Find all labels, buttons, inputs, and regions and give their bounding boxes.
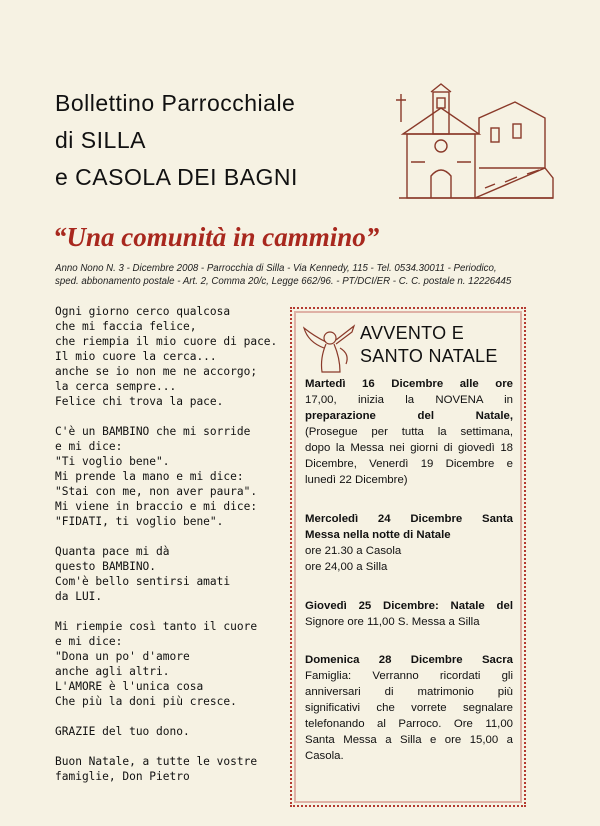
poem-line: Mi viene in braccio e mi dice: [55,500,258,513]
event-line: Famiglia: Verranno ricordati gli [305,670,513,682]
poem-line: "Ti voglio bene". [55,455,170,468]
event-line: significativi che vorrete segnalare [305,702,513,714]
event-line: Messa nella notte di Natale [305,529,451,541]
poem-line: C'è un BAMBINO che mi sorride [55,425,251,438]
poem-line: Buon Natale, a tutte le vostre [55,755,258,768]
poem-line: la cerca sempre... [55,380,177,393]
poem-line: "Stai con me, non aver paura". [55,485,258,498]
event-line: dopo la Messa nei giorni di giovedì 18 [305,442,513,454]
event-line: 17,00, inizia la NOVENA in [305,394,513,406]
poem-line: che mi faccia felice, [55,320,197,333]
event-line: ore 24,00 a Silla [305,561,388,573]
poem-line: Il mio cuore la cerca... [55,350,217,363]
event-line: ore 21.30 a Casola [305,545,402,557]
publication-info-line-1: Anno Nono N. 3 - Dicembre 2008 - Parrocchia di Silla - Via Kennedy, 115 - Tel. 0534.30011 - Periodico, [55,263,497,274]
poem-line: Com'è bello sentirsi amati [55,575,231,588]
poem-line: Felice chi trova la pace. [55,395,224,408]
poem-line: Mi riempie così tanto il cuore [55,620,258,633]
event-line: Mercoledì 24 Dicembre Santa [305,513,513,525]
poem-line: questo BAMBINO. [55,560,157,573]
event-line: Casola. [305,750,344,762]
bulletin-title-line-2: di SILLA [55,127,146,153]
event-line: Martedì 16 Dicembre alle ore [305,378,513,390]
poem-signature: famiglie, Don Pietro [55,770,190,783]
event-line: anniversari di matrimonio più [305,686,513,698]
poem-line: "FIDATI, ti voglio bene". [55,515,224,528]
poem-line: Quanta pace mi dà [55,545,170,558]
poem-line: "Dona un po' d'amore [55,650,190,663]
poem-line: Ogni giorno cerco qualcosa [55,305,231,318]
event-line: lunedì 22 Dicembre) [305,474,408,486]
bulletin-title-line-3: e CASOLA DEI BAGNI [55,164,298,190]
poem-line: L'AMORE è l'unica cosa [55,680,204,693]
event-line: Giovedì 25 Dicembre: Natale del [305,600,513,612]
box-title-line-1: AVVENTO E [360,323,465,343]
poem-line: che riempia il mio cuore di pace. [55,335,278,348]
event-holy-family [305,652,513,764]
poem-line: anche agli altri. [55,665,170,678]
poem-line: Mi prende la mano e mi dice: [55,470,244,483]
poem-line: e mi dice: [55,440,123,453]
poem-line: GRAZIE del tuo dono. [55,725,190,738]
publication-info-line-2: sped. abbonamento postale - Art. 2, Comma 20/c, Legge 662/96. - PT/DCI/ER - C. C. postale n. 12226445 [55,276,512,287]
poem-line: da LUI. [55,590,103,603]
event-christmas-day [305,598,513,630]
event-line: telefonando al Parroco. Ore 11,00 [305,718,513,730]
poem-line: e mi dice: [55,635,123,648]
church-illustration [395,78,555,210]
christmas-poem [55,304,285,784]
bulletin-title-line-1: Bollettino Parrocchiale [55,90,296,116]
motto: “Una comunità in cammino” [53,222,380,252]
event-line: (Prosegue per tutta la settimana, [305,426,513,438]
event-line: Domenica 28 Dicembre Sacra [305,654,513,666]
poem-line: anche se io non me ne accorgo; [55,365,258,378]
box-title-line-2: SANTO NATALE [360,346,498,366]
event-line: preparazione del Natale, [305,410,513,422]
poem-line: Che più la doni più cresce. [55,695,237,708]
event-novena [305,376,513,488]
event-line: Signore ore 11,00 S. Messa a Silla [305,616,480,628]
event-christmas-eve [305,511,513,575]
event-line: Santa Messa a Silla e ore 15,00 a [305,734,513,746]
event-line: Dicembre, Venerdì 19 Dicembre e [305,458,513,470]
angel-trumpet-icon [300,318,356,378]
